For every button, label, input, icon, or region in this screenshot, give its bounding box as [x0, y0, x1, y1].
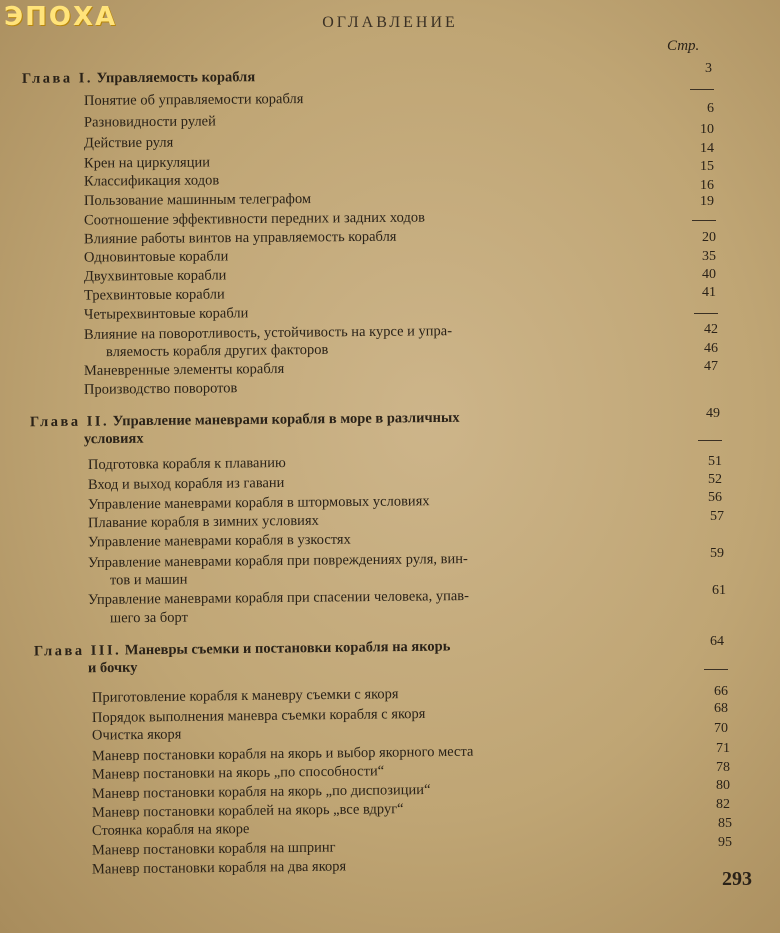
- page-column-label: Стр.: [667, 38, 700, 54]
- toc-entry: Управление маневрами корабля при спасении человека, упав-: [87, 588, 470, 608]
- toc-entry: Понятие об управляемости корабля: [83, 91, 304, 109]
- toc-entry: Управление маневрами корабля при повреждениях руля, вин-: [87, 551, 468, 571]
- page-number: 293: [722, 868, 752, 890]
- toc-entry: вляемость корабля других факторов: [105, 341, 329, 361]
- toc-entry: шего за борт: [109, 609, 188, 627]
- toc-entry: Вход и выход корабля из гавани: [87, 474, 285, 494]
- toc-entry: Четырехвинтовые корабли: [83, 305, 249, 323]
- toc-entry: Двухвинтовые корабли: [83, 267, 227, 285]
- toc-page: 47: [704, 359, 718, 374]
- toc-page: 14: [700, 141, 714, 156]
- chapter-page: 64: [710, 634, 724, 649]
- toc-entry: тов и машин: [109, 571, 188, 589]
- toc-page: 52: [708, 472, 722, 487]
- toc-entry: Плавание корабля в зимних условиях: [87, 512, 319, 532]
- chapter-heading: [34, 638, 451, 660]
- chapter-heading: [22, 69, 255, 88]
- divider: [694, 313, 718, 314]
- toc-entry: Управление маневрами корабля в штормовых условиях: [87, 493, 430, 513]
- divider: [692, 220, 716, 221]
- toc-page: 82: [716, 797, 730, 812]
- chapter-title: Управляемость корабля: [96, 69, 256, 87]
- toc-page: 46: [704, 341, 718, 356]
- watermark-logo: ЭПОХА: [4, 2, 118, 32]
- page-title: ОГЛАВЛЕНИЕ: [322, 14, 458, 31]
- divider: [690, 89, 714, 90]
- toc-page: 85: [718, 816, 732, 831]
- toc-page: 42: [704, 322, 718, 337]
- toc-page: 41: [702, 285, 716, 300]
- toc-page: 20: [702, 230, 716, 245]
- toc-page: 16: [700, 178, 714, 193]
- toc-entry: Трехвинтовые корабли: [83, 286, 225, 304]
- toc-entry: Маневр постановки на якорь „по способности“: [91, 763, 385, 783]
- toc-entry: Маневр постановки кораблей на якорь „все вдруг“: [91, 801, 404, 821]
- divider: [698, 440, 722, 441]
- toc-entry: Маневр постановки корабля на якорь и выбор якорного места: [91, 743, 474, 765]
- toc-entry: Маневр постановки корабля на два якоря: [91, 858, 347, 878]
- toc-page: 66: [714, 684, 728, 699]
- chapter-title-continued: условиях: [83, 430, 144, 448]
- toc-page: 19: [700, 194, 714, 209]
- chapter-page: 3: [705, 61, 712, 76]
- toc-page: 70: [714, 721, 728, 736]
- toc-entry: Пользование машинным телеграфом: [83, 191, 312, 209]
- toc-entry: Влияние работы винтов на управляемость корабля: [83, 228, 397, 248]
- toc-entry: Производство поворотов: [83, 380, 238, 398]
- toc-entry: Приготовление корабля к маневру съемки с якоря: [91, 686, 399, 706]
- toc-entry: Очистка якоря: [91, 726, 182, 744]
- chapter-title: Маневры съемки и постановки корабля на якорь: [124, 638, 451, 659]
- toc-entry: Маневр постановки корабля на якорь „по диспозиции“: [91, 781, 431, 803]
- chapter-title-continued: и бочку: [87, 659, 138, 677]
- chapter-heading: [30, 410, 460, 431]
- toc-page: 51: [708, 454, 722, 469]
- toc-page: 10: [700, 122, 714, 137]
- toc-entry: Маневренные элементы корабля: [83, 360, 285, 380]
- toc-entry: Одновинтовые корабли: [83, 248, 229, 266]
- toc-entry: Маневр постановки корабля на шпринг: [91, 839, 336, 859]
- toc-entry: Соотношение эффективности передних и задних ходов: [83, 209, 425, 229]
- toc-page: 71: [716, 741, 730, 756]
- chapter-label: Глава I.: [21, 70, 94, 87]
- toc-entry: Порядок выполнения маневра съемки корабля с якоря: [91, 705, 426, 727]
- toc-page: 61: [712, 583, 726, 598]
- toc-entry: Классификация ходов: [83, 172, 220, 190]
- toc-entry: Подготовка корабля к плаванию: [87, 454, 286, 474]
- chapter-label: Глава II.: [29, 413, 110, 431]
- toc-entry: Управление маневрами корабля в узкостях: [87, 531, 351, 551]
- toc-page: 35: [702, 249, 716, 264]
- toc-entry: Действие руля: [83, 134, 174, 152]
- toc-page: 68: [714, 701, 728, 716]
- toc-page: 78: [716, 760, 730, 775]
- divider: [704, 669, 728, 670]
- toc-page: 40: [702, 267, 716, 282]
- toc-page: 56: [708, 490, 722, 505]
- toc-page: 80: [716, 778, 730, 793]
- toc-page: 59: [710, 546, 724, 561]
- chapter-page: 49: [706, 406, 720, 421]
- toc-entry: Разновидности рулей: [83, 113, 216, 131]
- chapter-title: Управление маневрами корабля в море в различных: [112, 409, 460, 430]
- chapter-label: Глава III.: [33, 642, 122, 660]
- toc-entry: Крен на циркуляции: [83, 154, 211, 172]
- toc-page: 15: [700, 159, 714, 174]
- toc-page: 6: [707, 101, 714, 116]
- toc-page: 95: [718, 835, 732, 850]
- toc-page: 57: [710, 509, 724, 524]
- toc-entry: Влияние на поворотливость, устойчивость на курсе и упра-: [83, 323, 453, 343]
- toc-entry: Стоянка корабля на якоре: [91, 821, 250, 839]
